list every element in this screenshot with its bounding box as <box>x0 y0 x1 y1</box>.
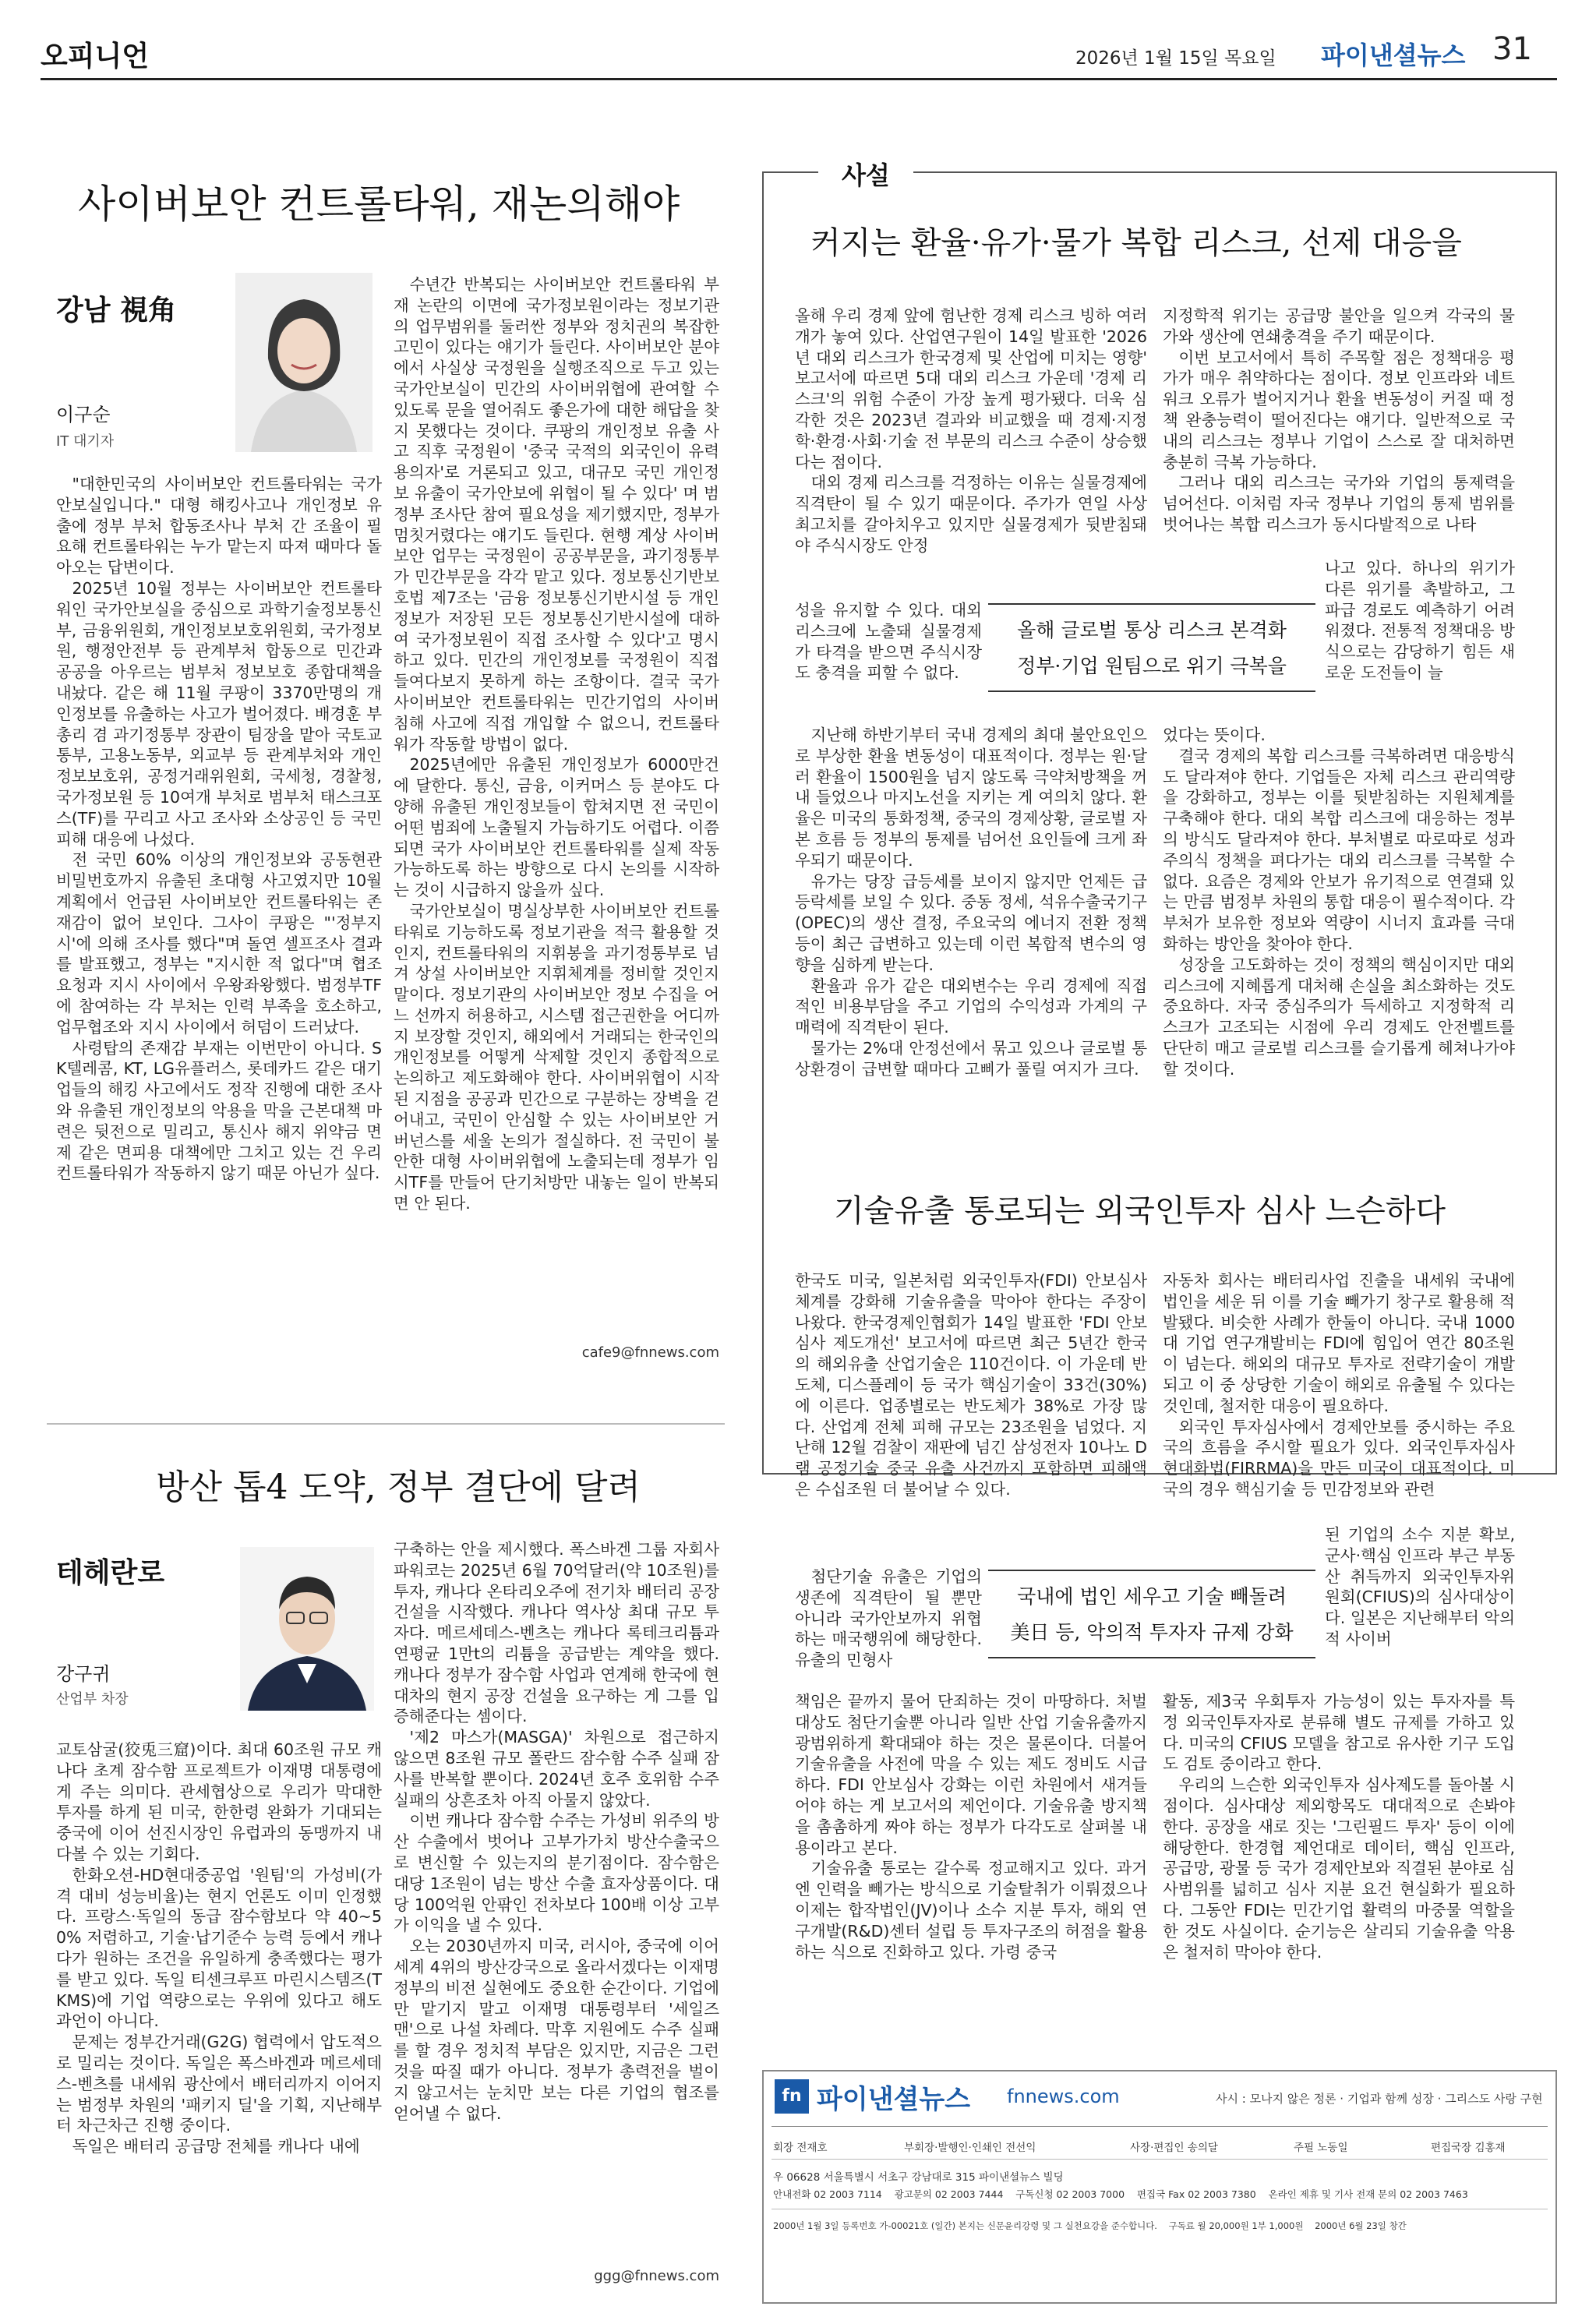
footer-rule <box>772 2126 1548 2127</box>
column1-body-left <box>56 474 382 1184</box>
paragraph: 교토삼굴(狡兎三窟)이다. 최대 60조원 규모 캐나다 초계 잠수함 프로젝트가 이재명 대통령에게 주는 의미다. 관세협상으로 우리가 막대한 투자를 하게 된 미국, 한한령 완화가 기대되는 중국에 이어 선진시장인 유럽과의 동맹까지 내다볼 수 있는 기회다. <box>56 1740 382 1863</box>
paragraph: 된 기업의 소수 지분 확보, 군사·핵심 인프라 부근 부동산 취득까지 외국인투자위원회(CFIUS)의 심사대상이다. 일본은 지난해부터 악의적 사이버 <box>1325 1525 1515 1648</box>
column1-body-right <box>394 274 719 1214</box>
paragraph: 그러나 대외 리스크는 국가와 기업의 통제력을 넘어선다. 이처럼 자국 정부나 기업의 통제 범위를 벗어나는 복합 리스크가 동시다발적으로 나타 <box>1163 473 1515 534</box>
column1-email[interactable]: cafe9@fnnews.com <box>581 1344 719 1361</box>
footer-contacts: 안내전화 02 2003 7114 광고문의 02 2003 7444 구독신청 02 2003 7000 편집국 Fax 02 2003 7380 온라인 제휴 및 기사 전재 문의 02 2003 7463 <box>773 2188 1468 2200</box>
paragraph: "대한민국의 사이버보안 컨트롤타워는 국가안보실입니다." 대형 해킹사고나 개인정보 유출에 정부 부처 합동조사나 부처 간 조율이 필요해 컨트롤타워는 누가 맡는지 따져 때마다 돌아오는 답변이다. <box>56 475 382 577</box>
paragraph: 지난해 하반기부터 국내 경제의 최대 불안요인으로 부상한 환율 변동성이 대표적이다. 정부는 원·달러 환율이 1500원을 넘지 않도록 극약처방책을 꺼내 들었으나 마지노선을 지키는 게 여의치 않다. 환율은 미국의 통화정책, 중국의 경제상황, 글로벌 자본 흐름 등 정부의 통제를 넘어선 요인들에 크게 좌우되기 때문이다. <box>795 726 1147 870</box>
pullquote2-rule-bottom <box>988 1657 1315 1658</box>
paragraph: '제2 마스가(MASGA)' 차원으로 접근하지 않으면 8조원 규모 폴란드 잠수함 수주 실패 잠사를 반복할 뿐이다. 2024년 호주 호위함 수주 실패의 상흔조차 아직 아물지 않았다. <box>394 1728 719 1810</box>
paragraph: 이번 보고서에서 특히 주목할 점은 정책대응 평가가 매우 취약하다는 점이다. 정보 인프라와 네트워크 오류가 벌어지거나 환율 변동성이 커질 때 정책 완충능력이 떨어진다는 얘기다. 일반적으로 국내의 리스크는 정부나 기업이 스스로 잘 대처하면 충분히 극복 가능하다. <box>1163 348 1515 472</box>
editorial1-col1-top <box>795 306 1147 556</box>
paragraph: 외국인 투자심사에서 경제안보를 중시하는 주요국의 흐름을 주시할 필요가 있다. 외국인투자심사현대화법(FIRRMA)을 만든 미국이 대표적이다. 미국의 경우 핵심기술 등 민감정보와 관련 <box>1163 1417 1515 1499</box>
column1-column-name: 강남 視角 <box>56 294 177 327</box>
editorial2-col1-top <box>795 1270 1147 1500</box>
editorial1-pullquote <box>988 613 1315 684</box>
pullquote-line: 美日 등, 악의적 투자자 규제 강화 <box>1010 1621 1294 1644</box>
paragraph: 자동차 회사는 배터리사업 진출을 내세워 국내에 법인을 세운 뒤 이를 기술 빼가기 창구로 활용해 적발됐다. 비슷한 사례가 한둘이 아니다. 국내 1000대 기업 연구개발비는 FDI에 힘입어 연간 80조원이 넘는다. 해외의 대규모 투자로 전략기술이 개발되고 이 중 상당한 기술이 해외로 유출될 수 있다는 것인데, 철저한 대응이 필요하다. <box>1163 1271 1515 1415</box>
paragraph: 사령탑의 존재감 부재는 이번만이 아니다. SK텔레콤, KT, LG유플러스, 롯데카드 같은 대기업들의 해킹 사고에서도 정작 진행에 대한 조사와 유출된 개인정보의 악용을 막을 근본대책 마련은 뒷전으로 밀리고, 통신사 해지 위약금 면제 같은 면피용 대책에만 그치고 있는 건 우리 컨트롤타워가 작동하지 않기 때문 아닌가 싶다. <box>56 1038 382 1183</box>
footer-logo-text: 파이낸셜뉴스 <box>817 2084 971 2115</box>
paragraph: 문제는 정부간거래(G2G) 협력에서 압도적으로 밀리는 것이다. 독일은 폭스바겐과 메르세데스-벤츠를 내세워 광산에서 배터리까지 이어지는 범정부 차원의 '패키지 딜'을 기획, 지난해부터 차근차근 진행 중이다. <box>56 2033 382 2135</box>
pullquote1-rule-top <box>988 603 1315 605</box>
paragraph: 한국도 미국, 일본처럼 외국인투자(FDI) 안보심사 체계를 강화해 기술유출을 막아야 한다는 주장이 나왔다. 한국경제인협회가 14일 발표한 'FDI 안보심사 제도개선' 보고서에 따르면 최근 5년간 한국의 해외유출 산업기술은 110건이다. 이 가운데 반도체, 디스플레이 등 국가 핵심기술이 33건(30%)에 이른다. 업종별로는 반도체가 38%로 가장 많다. 산업계 전체 피해 규모는 23조원을 넘었다. 지난해 12월 검찰이 재판에 넘긴 삼성전자 10나노 D램 공정기술 중국 유출 사건까지 포함하면 피해액은 수십조원 더 불어날 수 있다. <box>795 1271 1147 1499</box>
paragraph: 결국 경제의 복합 리스크를 극복하려면 대응방식도 달라져야 한다. 기업들은 자체 리스크 관리역량을 강화하고, 정부는 이를 뒷받침하는 지원체계를 구축해야 한다. 대외 복합 리스크에 대응하는 정부의 방식도 달라져야 한다. 부처별로 따로따로 성과주의식 정책을 펴다가는 대외 리스크를 극복할 수 없다. 요즘은 경제와 안보가 유기적으로 연결돼 있는 만큼 범정부 차원의 통합 대응이 필수적이다. 각 부처가 보유한 정보와 역량이 시너지 효과를 극대화하는 방안을 찾아야 한다. <box>1163 746 1515 953</box>
paragraph: 지정학적 위기는 공급망 불안을 일으켜 각국의 물가와 생산에 연쇄충격을 주기 때문이다. <box>1163 306 1515 346</box>
header-rule <box>41 78 1557 80</box>
editorial2-col1-narrow <box>795 1566 982 1671</box>
paragraph: 책임은 끝까지 물어 단죄하는 것이 마땅하다. 처벌 대상도 첨단기술뿐 아니라 일반 산업 기술유출까지 광범위하게 확대돼야 하는 것은 물론이다. 더불어 기술유출을 사전에 막을 수 있는 제도 정비도 시급하다. FDI 안보심사 강화는 이런 차원에서 새겨들어야 하는 게 보고서의 제언이다. 기술유출 방지책을 촘촘하게 짜야 하는 정부가 다각도로 살펴볼 내용이라고 본다. <box>795 1692 1147 1857</box>
paragraph: 었다는 뜻이다. <box>1163 726 1266 744</box>
pullquote-line: 정부·기업 원팀으로 위기 극복을 <box>1017 655 1287 677</box>
editorial2-col2-narrow <box>1325 1524 1515 1650</box>
column2-title: 방산 톱4 도약, 정부 결단에 달려 <box>156 1468 641 1507</box>
pullquote-line: 올해 글로벌 통상 리스크 본격화 <box>1017 619 1287 641</box>
editorial2-col1-bottom <box>795 1691 1147 1962</box>
footer-news-editor: 편집국장 김홍재 <box>1431 2142 1506 2154</box>
paragraph: 오는 2030년까지 미국, 러시아, 중국에 이어 세계 4위의 방산강국으로 올라서겠다는 이재명 정부의 비전 실현에도 중요한 순간이다. 기업에만 맡기지 말고 이재명 대통령부터 '세일즈맨'으로 나설 차례다. 막후 지원에도 수주 실패를 할 경우 정치적 부담은 있지만, 지금은 그런 것을 따질 때가 아니다. 정부가 총력전을 벌이지 않고서는 눈치만 보는 다른 기업의 협조를 얻어낼 수 없다. <box>394 1937 719 2123</box>
column2-author-name: 강구귀 <box>56 1663 111 1685</box>
paragraph: 나고 있다. 하나의 위기가 다른 위기를 촉발하고, 그 파급 경로도 예측하기 어려워졌다. 전통적 정책대응 방식으로는 감당하기 힘든 새로운 도전들이 늘 <box>1325 559 1515 682</box>
footer-domain[interactable]: fnnews.com <box>1007 2086 1120 2107</box>
paragraph: 성을 유지할 수 있다. 대외 리스크에 노출돼 실물경제가 타격을 받으면 주식시장도 충격을 피할 수 없다. <box>795 601 982 683</box>
footer-president: 사장·편집인 송의달 <box>1130 2142 1218 2154</box>
editorial1-col1-narrow <box>795 600 982 683</box>
footer-motto: 사시 : 모나지 않은 정론 · 기업과 함께 성장 · 그리스도 사랑 구현 <box>1216 2092 1543 2106</box>
paragraph: 독일은 배터리 공급망 전체를 캐나다 내에 <box>72 2137 360 2156</box>
column2-author-photo <box>240 1547 374 1711</box>
paragraph: 올해 우리 경제 앞에 험난한 경제 리스크 빙하 여러 개가 놓여 있다. 산업연구원이 14일 발표한 '2026년 대외 리스크가 한국경제 및 산업에 미치는 영향' 보고서에 따르면 5대 대외 리스크 가운데 '경제 리스크'의 위험 수준이 가장 높게 평가됐다. 더욱 심각한 것은 2023년 결과와 비교했을 때 경제·지정학·환경·사회·기술 전 부문의 리스크 수준이 상승했다는 점이다. <box>795 306 1147 472</box>
paragraph: 활동, 제3국 우회투자 가능성이 있는 투자자를 특정 외국인투자자로 분류해 별도 규제를 가하고 있다. 미국의 CFIUS 모델을 참고로 유사한 기구 도입도 검토 중이라고 한다. <box>1163 1692 1515 1774</box>
paragraph: 대외 경제 리스크를 걱정하는 이유는 실물경제에 직격탄이 될 수 있기 때문이다. 주가가 연일 사상 최고치를 갈아치우고 있지만 실물경제가 뒷받침돼야 주식시장도 안정 <box>795 473 1147 555</box>
paragraph: 국가안보실이 명실상부한 사이버보안 컨트롤타워로 기능하도록 정보기관을 적극 활용할 것인지, 컨트롤타워의 지휘봉을 과기정통부로 넘겨 상설 사이버보안 지휘체계를 정비할 것인지 말이다. 정보기관의 사이버보안 정보 수집을 어느 선까지 허용하고, 시스템 접근권한을 어디까지 보장할 것인지, 해외에서 거래되는 한국인의 개인정보를 어떻게 삭제할 것인지 종합적으로 논의하고 제도화해야 한다. 사이버위협이 시작된 지점을 공공과 민간으로 구분하는 장벽을 걷어내고, 국민이 안심할 수 있는 사이버보안 거버넌스를 세울 논의가 절실하다. 전 국민이 불안한 대형 사이버위협에 노출되는데 정부가 임시TF를 만들어 단기처방만 내놓는 일이 반복되면 안 된다. <box>394 901 719 1213</box>
paragraph: 첨단기술 유출은 기업의 생존에 직격탄이 될 뿐만 아니라 국가안보까지 위협하는 매국행위에 해당한다. 유출의 민형사 <box>795 1567 982 1670</box>
paragraph: 2025년 10월 정부는 사이버보안 컨트롤타워인 국가안보실을 중심으로 과학기술정보통신부, 금융위원회, 개인정보보호위원회, 국가정보원, 행정안전부 등 관계부처 합동으로 민간과 공공을 아우르는 범부처 정보보호 종합대책을 내놨다. 같은 해 11월 쿠팡이 3370만명의 개인정보를 유출하는 사고가 벌어졌다. 배경훈 부총리 겸 과기정통부 장관이 팀장을 맡아 국토교통부, 고용노동부, 외교부 등 관계부처와 개인정보보호위, 공정거래위원회, 국세청, 경찰청, 국가정보원 등 10여개 부처로 범부처 태스크포스(TF)를 꾸리고 사고 조사와 소상공인 등 국민피해 대응에 나섰다. <box>56 578 382 849</box>
editorial2-col2-bottom <box>1163 1691 1515 1962</box>
column2-email[interactable]: ggg@fnnews.com <box>594 2268 719 2284</box>
editorial1-col2-narrow <box>1325 558 1515 683</box>
footer-address: 우 06628 서울특별시 서초구 강남대로 315 파이낸셜뉴스 빌딩 <box>773 2171 1064 2184</box>
editorial1-title: 커지는 환율·유가·물가 복합 리스크, 선제 대응을 <box>810 225 1462 261</box>
editorial1-col2-top <box>1163 306 1515 535</box>
footer-rule <box>772 2159 1548 2160</box>
footer-chairman: 회장 전재호 <box>773 2142 828 2154</box>
paragraph: 기술유출 통로는 갈수록 정교해지고 있다. 과거엔 인력을 빼가는 방식으로 기술탈취가 이뤄졌으나 이제는 합작법인(JV)이나 소수 지분 투자, 해외 연구개발(R&D)센터 설립 등 투자구조의 허점을 활용하는 식으로 진화하고 있다. 가령 중국 <box>795 1859 1147 1962</box>
paragraph: 이번 캐나다 잠수함 수주는 가성비 위주의 방산 수출에서 벗어나 고부가가치 방산수출국으로 변신할 수 있는지의 분기점이다. 잠수함은 대당 1조원이 넘는 방산 수출 효자상품이다. 대당 100억원 안팎인 전차보다 100배 이상 고부가 이익을 낼 수 있다. <box>394 1811 719 1935</box>
paragraph: 환율과 유가 같은 대외변수는 우리 경제에 직접적인 비용부담을 주고 기업의 수익성과 가계의 구매력에 직격탄이 된다. <box>795 976 1147 1037</box>
pullquote-line: 국내에 법인 세우고 기술 빼돌려 <box>1017 1585 1287 1608</box>
editorial-label: 사설 <box>818 156 913 192</box>
editorial2-pullquote <box>988 1579 1315 1651</box>
pullquote2-rule-top <box>988 1570 1315 1571</box>
column1-author-name: 이구순 <box>56 404 111 426</box>
editorial1-col2-bottom <box>1163 725 1515 1080</box>
column2-body-right <box>394 1539 719 2124</box>
paragraph: 성장을 고도화하는 것이 정책의 핵심이지만 대외 리스크에 지혜롭게 대처해 손실을 최소화하는 것도 중요하다. 자국 중심주의가 득세하고 지정학적 리스크가 고조되는 시점에 우리 경제도 안전벨트를 단단히 매고 글로벌 리스크를 슬기롭게 헤쳐나가야 할 것이다. <box>1163 955 1515 1079</box>
paragraph: 우리의 느슨한 외국인투자 심사제도를 돌아볼 시점이다. 심사대상 제외항목도 대대적으로 손봐야 한다. 공장을 새로 짓는 '그린필드 투자' 등이 이에 해당한다. 한경협 제언대로 데이터, 핵심 인프라, 공급망, 광물 등 국가 경제안보와 직결된 분야로 심사범위를 넓히고 심사 지분 요건 현실화가 필요하다. 그동안 FDI는 민간기업 활력의 마중물 역할을 한 것도 사실이다. 순기능은 살리되 기술유출 악용은 철저히 막아야 한다. <box>1163 1775 1515 1962</box>
paragraph: 물가는 2%대 안정선에서 묶고 있으나 글로벌 통상환경이 급변할 때마다 고삐가 풀릴 여지가 크다. <box>795 1038 1147 1079</box>
section-divider <box>47 1423 725 1425</box>
paragraph: 한화오션-HD현대중공업 '원팀'의 가성비(가격 대비 성능비율)는 현지 언론도 이미 인정했다. 프랑스·독일의 동급 잠수함보다 약 40~50% 저렴하고, 기술·납기준수 능력 등에서 캐나다가 원하는 조건을 유일하게 충족했다는 평가를 받고 있다. 독일 티센크루프 마린시스템즈(TKMS)에 기업 역량으로는 우위에 있다고 해도 과언이 아니다. <box>56 1865 382 2031</box>
column1-title: 사이버보안 컨트롤타워, 재논의해야 <box>78 182 680 227</box>
column2-author-title: 산업부 차장 <box>56 1691 129 1708</box>
paragraph: 2025년에만 유출된 개인정보가 6000만건에 달한다. 통신, 금융, 이커머스 등 분야도 다양해 유출된 개인정보들이 합쳐지면 전 국민이 어떤 범죄에 노출될지 가늠하기도 어렵다. 이쯤 되면 국가 사이버보안 컨트롤타워를 실제 작동 가능하도록 하는 방향으로 다시 논의를 시작하는 것이 시급하지 않을까 싶다. <box>394 755 719 900</box>
section-name: 오피니언 <box>41 41 150 72</box>
footer-chief-editor: 주필 노동일 <box>1294 2142 1348 2154</box>
paragraph: 전 국민 60% 이상의 개인정보와 공동현관 비밀번호까지 유출된 초대형 사고였지만 10월 계획에서 언급된 사이버보안 컨트롤타워는 존재감이 없어 보인다. 그사이 쿠팡은 "'정부지시'에 의해 조사를 했다"며 돌연 셀프조사 결과를 발표했고, 정부는 "지시한 적 없다"며 협조요청과 지시 사이에서 우왕좌왕했다. 범정부TF에 참여하는 각 부처는 인력 부족을 호소하고, 업무협조와 지시 사이에서 허덤이 드러났다. <box>56 850 382 1037</box>
newspaper-logo[interactable]: 파이낸셜뉴스 <box>1321 41 1466 70</box>
editorial2-col2-top <box>1163 1270 1515 1500</box>
footer-registration: 2000년 1월 3일 등록번호 가-00021호 (일간) 본지는 신문윤리강령 및 그 실천요강을 준수합니다. 구독료 월 20,000원 1부 1,000원 2000년 6월 23일 창간 <box>773 2220 1407 2231</box>
paragraph: 수년간 반복되는 사이버보안 컨트롤타워 부재 논란의 이면에 국가정보원이라는 정보기관의 업무범위를 둘러싼 정부와 정치권의 복잡한 고민이 있다는 얘기가 들린다. 사이버보안 분야에서 사실상 국정원을 실행조직으로 두고 있는 국가안보실이 민간의 사이버위협에 관여할 수 있도록 문을 열어줘도 좋은가에 대한 해답을 찾지 못했다는 것이다. 쿠팡의 개인정보 유출 사고 직후 국정원이 '중국 국적의 외국인이 유력 용의자'로 거론되고 있고, 대규모 국민 개인정보 유출이 국가안보에 위협이 될 수 있다' 며 범정부 조사단 참여 필요성을 제기했지만, 정부가 멈칫거렸다는 얘기도 들린다. 현행 계상 사이버보안 업무는 국정원이 공공부문을, 과기정통부가 민간부문을 각각 맡고 있다. 정보통신기반보호법 제7조는 '금융 정보통신기반시설 등 개인정보가 저장된 모든 정보통신기반시설에 대하여 국가정보원이 직접 조사할 수 있다'고 명시하고 있다. 민간의 개인정보를 국정원이 직접 들여다보지 못하게 하는 조항이다. 결국 국가 사이버보안 컨트롤타워는 민간기업의 사이버 침해 사고에 직접 개입할 수 없으니, 컨트롤타워가 작동할 방법이 없다. <box>394 275 719 754</box>
page-number: 31 <box>1492 31 1532 67</box>
editorial1-col1-bottom <box>795 725 1147 1080</box>
column1-author-title: IT 대기자 <box>56 433 115 450</box>
column2-body-left <box>56 1739 382 2157</box>
column2-column-name: 테헤란로 <box>56 1556 165 1589</box>
issue-date: 2026년 1월 15일 목요일 <box>1075 48 1276 69</box>
paragraph: 유가는 당장 급등세를 보이지 않지만 언제든 급등락세를 보일 수 있다. 중동 정세, 석유수출국기구(OPEC)의 생산 결정, 주요국의 에너지 전환 정책 등이 최근 급변하고 있는데 이런 복합적 변수의 영향을 심하게 받는다. <box>795 871 1147 974</box>
paragraph: 구축하는 안을 제시했다. 폭스바겐 그룹 자회사 파워코는 2025년 6월 70억달러(약 10조원)를 투자, 캐나다 온타리오주에 전기차 배터리 공장 건설을 시작했다. 캐나다 역사상 최대 규모 투자다. 메르세데스-벤츠는 캐나다 록테크리튬과 연평균 1만t의 리튬을 공급받는 계약을 했다. 캐나다 정부가 잠수함 사업과 연계해 한국에 현대차의 현지 공장 건설을 요구하는 게 그를 입증해준다는 셈이다. <box>394 1540 719 1726</box>
footer-publisher: 부회장·발행인·인쇄인 전선익 <box>904 2142 1036 2154</box>
pullquote1-rule-bottom <box>988 690 1315 692</box>
column1-author-photo <box>235 273 373 452</box>
fn-logo-mark: fn <box>775 2079 809 2114</box>
editorial2-title: 기술유출 통로되는 외국인투자 심사 느슨하다 <box>834 1193 1446 1229</box>
